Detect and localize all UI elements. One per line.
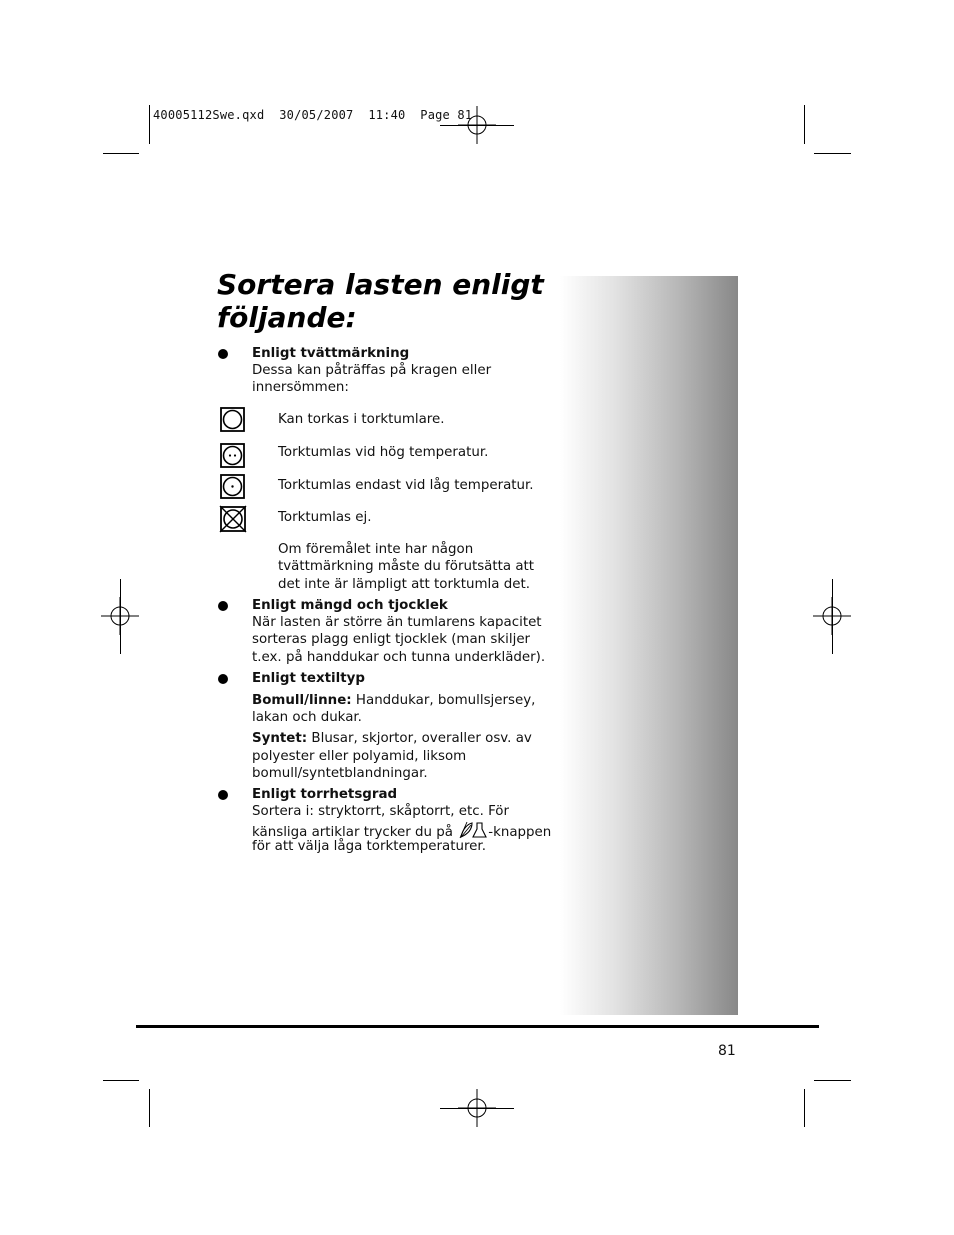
synthetic-line [252,730,532,747]
symbol-description: Torktumlas vid hög temperatur. [278,445,489,460]
section-heading: Enligt mängd och tjocklek [252,598,448,613]
bullet-icon [218,674,228,684]
delicate-button-icon [459,821,487,839]
bullet-icon [218,601,228,611]
crop-mark [814,1080,851,1081]
section-heading: Enligt textiltyp [252,671,365,686]
tumble-dry-low-icon [220,474,245,499]
crop-mark [120,579,121,654]
section-text: för att välja låga torktemperaturer. [252,839,486,854]
crop-mark [804,1089,805,1127]
section-text: lakan och dukar. [252,710,362,725]
tumble-dry-icon [220,407,245,432]
section-text: innersömmen: [252,380,349,395]
symbol-description: Torktumlas endast vid låg temperatur. [278,478,534,493]
crop-mark [832,579,833,654]
section-text: Dessa kan påträffas på kragen eller [252,363,492,378]
cotton-label: Bomull/linne: [252,693,352,708]
section-text: När lasten är större än tumlarens kapacitet [252,615,542,630]
section-text: Sortera i: stryktorrt, skåptorrt, etc. För [252,804,510,819]
side-gradient-panel [560,276,738,1015]
footer-rule [136,1025,819,1028]
title-line-2: följande: [217,301,357,334]
section-text-post: -knappen [488,825,552,840]
section-text-pre: känsliga artiklar trycker du på [252,825,453,840]
page-number: 81 [718,1043,736,1059]
note-text: Om föremålet inte har någon [278,542,474,557]
bullet-icon [218,349,228,359]
synthetic-label: Syntet: [252,731,308,746]
crop-mark [440,1108,514,1109]
section-text: polyester eller polyamid, liksom [252,749,467,764]
section-text: t.ex. på handdukar och tunna underkläder). [252,650,546,665]
symbol-description: Torktumlas ej. [278,510,372,525]
page-title [217,268,547,334]
section-text: bomull/syntetblandningar. [252,766,428,781]
crop-mark [149,1089,150,1127]
synthetic-text: Blusar, skjortor, overaller osv. av [307,731,532,746]
section-text: sorteras plagg enligt tjocklek (man skiljer [252,632,531,647]
print-slug: 40005112Swe.qxd 30/05/2007 11:40 Page 81 [153,108,473,122]
bullet-icon [218,790,228,800]
section-heading: Enligt torrhetsgrad [252,787,398,802]
crop-mark [440,125,514,126]
tumble-dry-high-icon [220,443,245,468]
note-text: det inte är lämpligt att torktumla det. [278,577,530,592]
crop-mark [103,153,139,154]
section-heading: Enligt tvättmärkning [252,346,410,361]
crop-mark [103,1080,139,1081]
title-line-1: Sortera lasten enligt [217,268,544,301]
symbol-description: Kan torkas i torktumlare. [278,412,445,427]
cotton-text: Handdukar, bomullsjersey, [351,693,536,708]
crop-mark [149,105,150,144]
crop-mark [814,153,851,154]
crop-mark [804,105,805,144]
cotton-line [252,692,535,709]
do-not-tumble-dry-icon [219,505,247,533]
note-text: tvättmärkning måste du förutsätta att [278,559,535,574]
